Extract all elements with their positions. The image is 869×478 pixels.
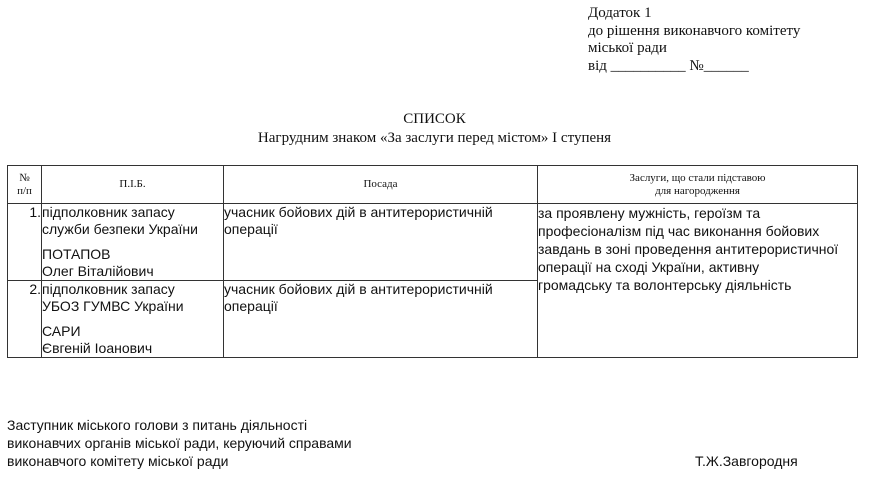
table-header-row — [8, 166, 858, 204]
person-surname: ПОТАПОВ — [42, 246, 111, 262]
position-line: учасник бойових дій в антитерористичній — [224, 281, 493, 297]
person-rank: підполковник запасу — [42, 204, 175, 220]
signer-line: виконавчого комітету міської ради — [7, 453, 229, 469]
header-num-line: п/п — [17, 184, 32, 197]
row-position — [224, 204, 538, 281]
row-person — [42, 204, 224, 281]
row-num: 1. — [8, 204, 42, 281]
merits-line: за проявлену мужність, героїзм та — [538, 205, 761, 221]
row-num: 2. — [8, 281, 42, 358]
signer-name: Т.Ж.Завгородня — [695, 453, 798, 469]
annex-line: до рішення виконавчого комітету — [588, 22, 801, 39]
annex-line: від __________ №______ — [588, 57, 749, 74]
header-num — [8, 166, 42, 204]
merits-line: громадську та волонтерську діяльність — [538, 277, 792, 293]
header-merits-line: Заслуги, що стали підставою — [629, 171, 766, 184]
header-name: П.І.Б. — [42, 166, 224, 204]
table-row — [8, 204, 858, 281]
annex-block — [588, 5, 800, 75]
row-person — [42, 281, 224, 358]
header-position: Посада — [224, 166, 538, 204]
document-title: СПИСОК — [403, 111, 466, 127]
person-rank: підполковник запасу — [42, 281, 175, 297]
signer-title — [7, 416, 352, 470]
award-list-table — [7, 165, 858, 358]
header-num-line: № — [19, 171, 30, 184]
signer-line: виконавчих органів міської ради, керуючий справами — [7, 435, 352, 451]
person-given-names: Євгеній Іоанович — [42, 340, 153, 356]
annex-line: Додаток 1 — [588, 5, 652, 21]
merits-line: професіоналізм під час виконання бойових — [538, 223, 820, 239]
signer-line: Заступник міського голови з питань діяльності — [7, 417, 308, 433]
merits-line: операції на сході України, активну — [538, 259, 760, 275]
document-subtitle: Нагрудним знаком «За заслуги перед містом» І ступеня — [257, 130, 612, 146]
person-rank: служби безпеки України — [42, 221, 198, 237]
position-line: операції — [224, 298, 278, 314]
position-line: операції — [224, 221, 278, 237]
person-rank: УБОЗ ГУМВС України — [42, 298, 184, 314]
position-line: учасник бойових дій в антитерористичній — [224, 204, 493, 220]
header-merits — [538, 166, 858, 204]
header-merits-line: для нагородження — [655, 184, 740, 197]
merits-line: завдань в зоні проведення антитерористичної — [538, 241, 839, 257]
person-given-names: Олег Віталійович — [42, 263, 154, 279]
merits-cell — [538, 204, 858, 358]
person-surname: САРИ — [42, 323, 81, 339]
row-position — [224, 281, 538, 358]
annex-line: міської ради — [588, 40, 667, 56]
